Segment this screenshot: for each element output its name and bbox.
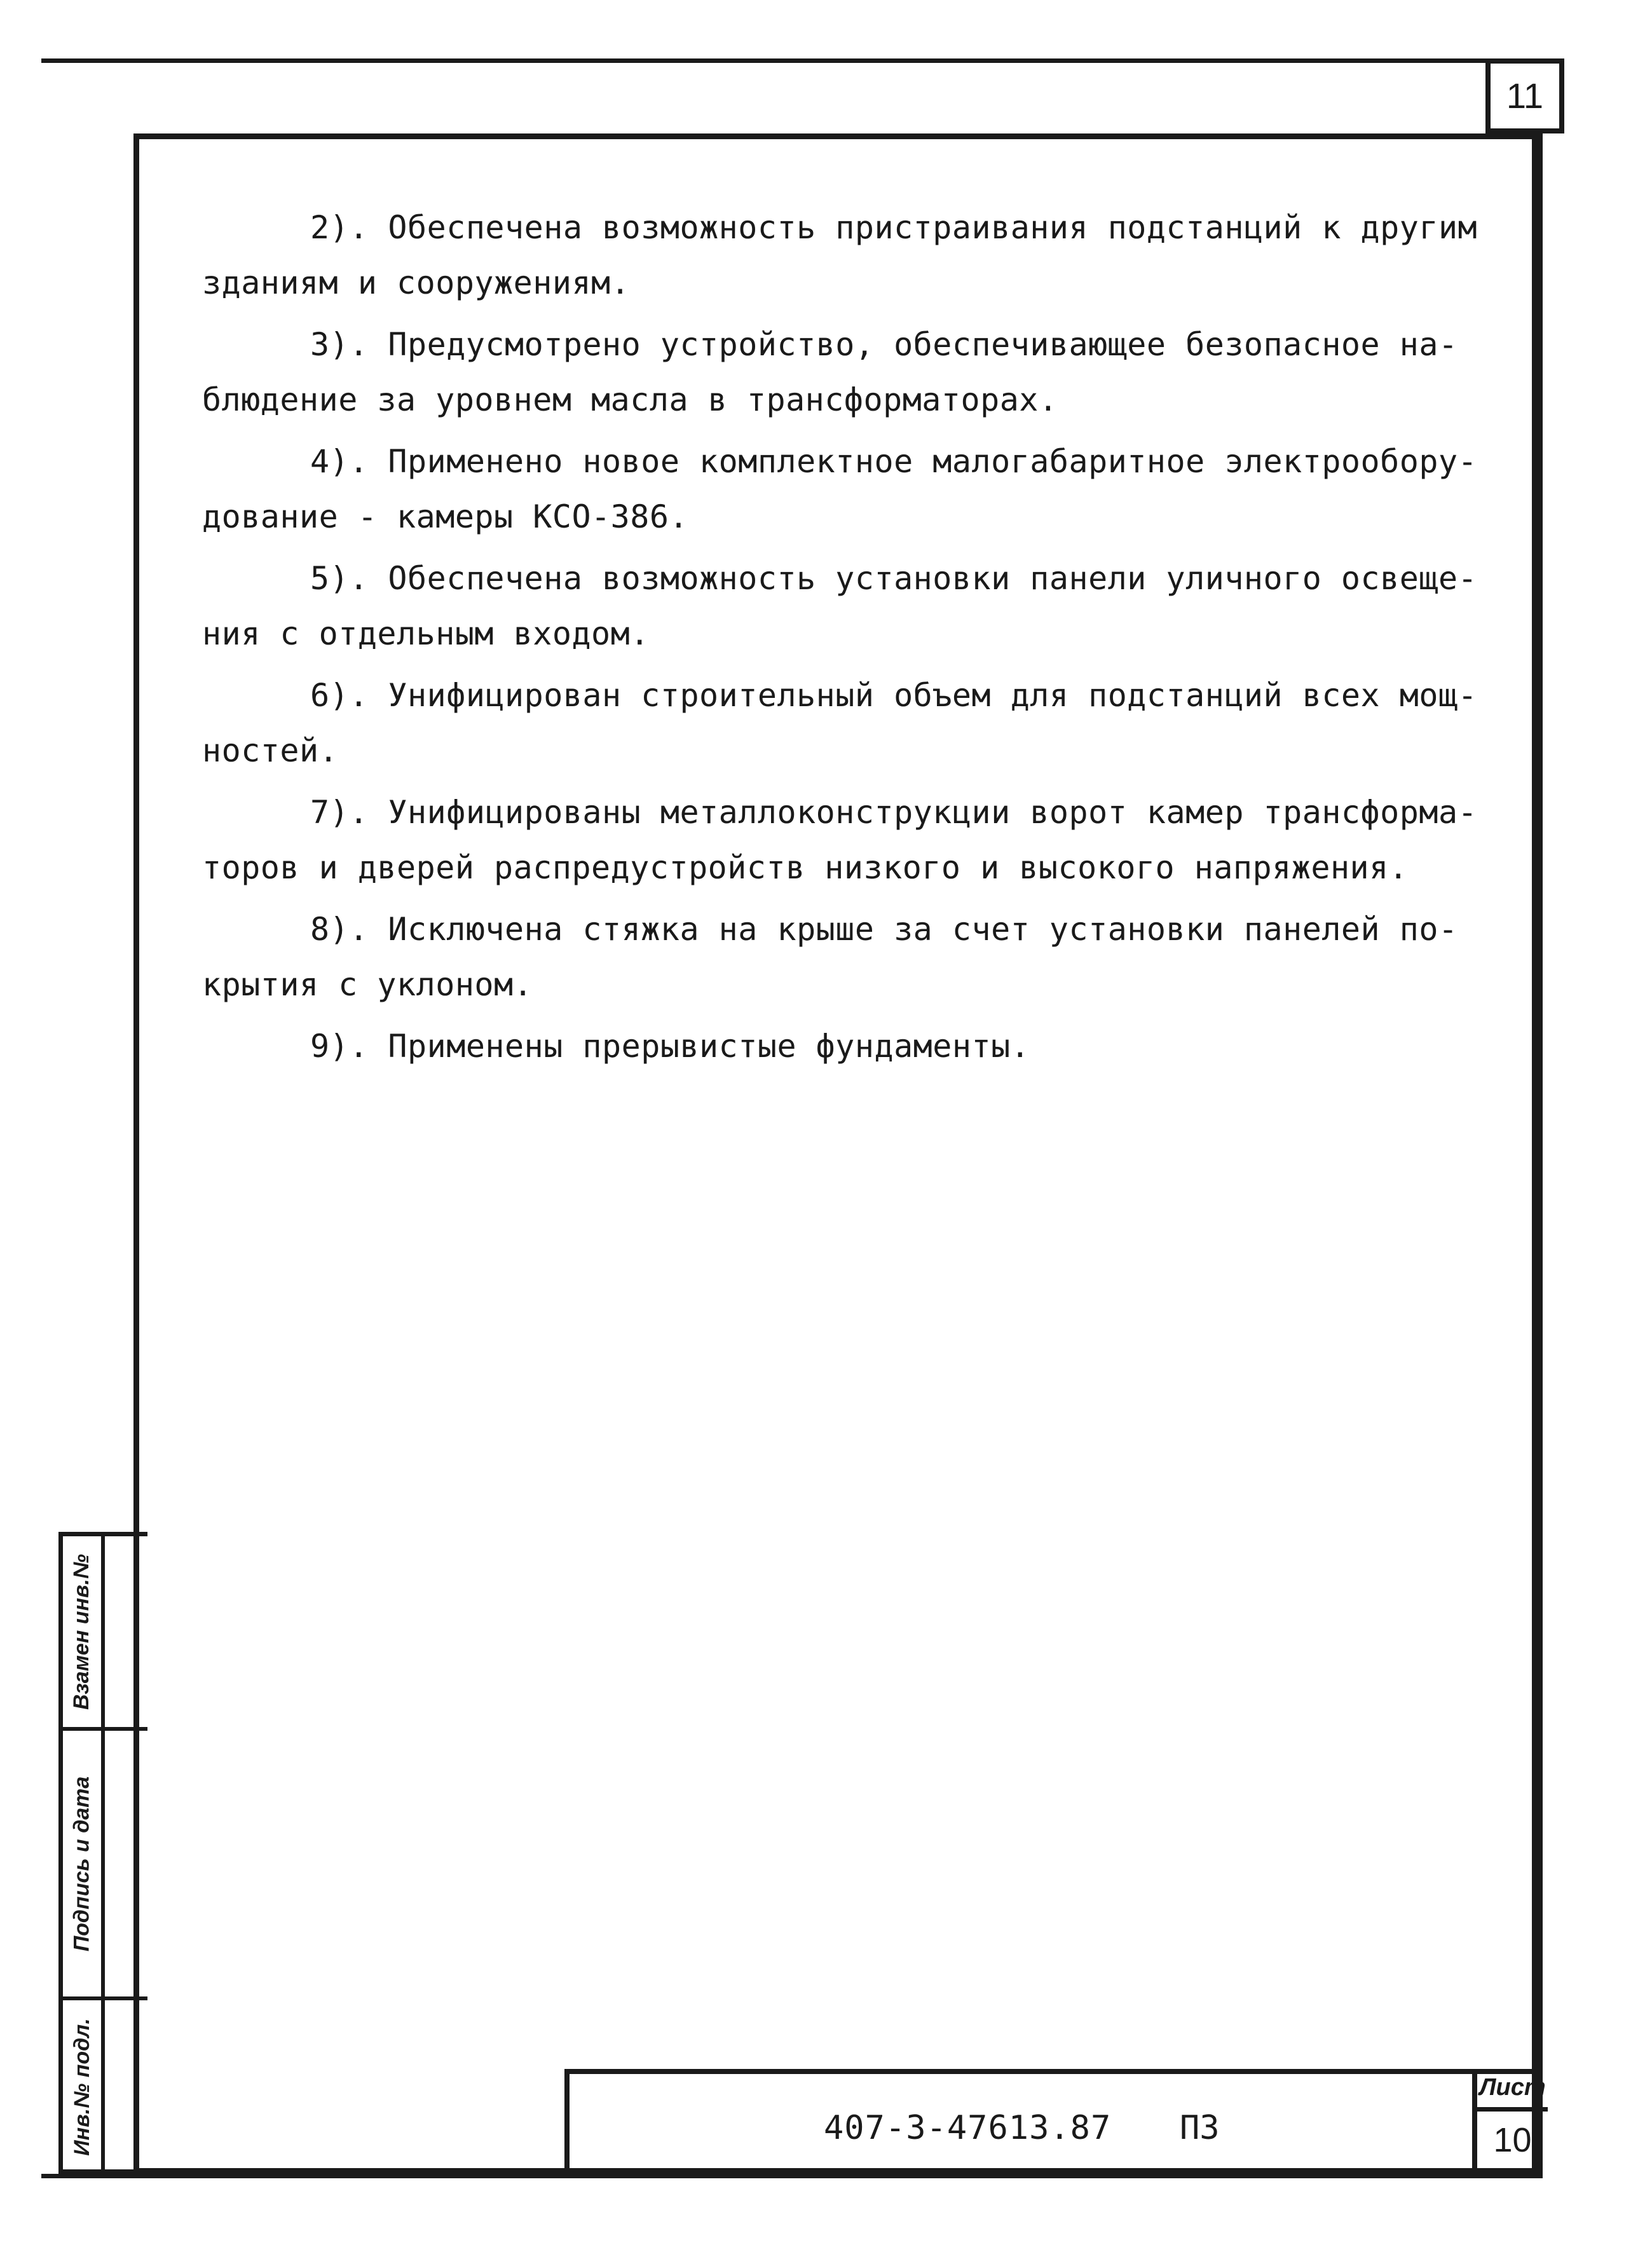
corner-page-number: 11 <box>1485 58 1564 133</box>
paragraph-continuation: зданиям и сооружениям. <box>202 264 631 301</box>
paragraph-9 <box>202 1019 1486 1074</box>
side-stamp-label: Инв.№ подл. <box>69 2018 94 2156</box>
paragraph-continuation: блюдение за уровнем масла в трансформаторах. <box>202 381 1058 418</box>
paragraph-first-line: 5). Обеспечена возможность установки панели уличного освеще- <box>310 560 1478 597</box>
sheet-cell <box>1472 2069 1548 2174</box>
side-stamp-cell-signature <box>62 1731 102 1996</box>
side-stamp-cell-original <box>62 2000 102 2174</box>
paragraph-4 <box>202 434 1486 545</box>
paragraph-first-line: 2). Обеспечена возможность пристраивания подстанций к другим <box>310 209 1478 246</box>
paragraph-3 <box>202 317 1486 428</box>
paragraph-2 <box>202 200 1486 311</box>
side-stamp-cell-replacement <box>62 1536 102 1727</box>
paragraph-continuation: ния с отдельным входом. <box>202 615 650 652</box>
frame-right-double-line <box>1532 133 1537 2174</box>
paragraph-first-line: 4). Применено новое комплектное малогабаритное электрообору- <box>310 443 1478 480</box>
sheet-label: Лист <box>1477 2069 1548 2112</box>
paragraph-continuation: торов и дверей распредустройств низкого и высокого напряжения. <box>202 849 1409 886</box>
sheet-number: 10 <box>1493 2121 1532 2159</box>
paragraph-continuation: дование - камеры КСО-386. <box>202 498 689 535</box>
paragraph-first-line: 3). Предусмотрено устройство, обеспечивающее безопасное на- <box>310 326 1458 363</box>
paragraph-5 <box>202 551 1486 662</box>
paragraph-6 <box>202 668 1486 779</box>
document-code: 407-3-47613.87 <box>824 2109 1112 2147</box>
bottom-border-line <box>41 2174 1543 2178</box>
paragraph-continuation: крытия с уклоном. <box>202 966 533 1003</box>
paragraph-8 <box>202 902 1486 1013</box>
paragraph-continuation: ностей. <box>202 732 339 769</box>
paragraph-first-line: 6). Унифицирован строительный объем для подстанций всех мощ- <box>310 677 1478 714</box>
paragraph-first-line: 8). Исключена стяжка на крыше за счет установки панелей по- <box>310 911 1458 948</box>
side-stamp-table <box>58 1532 147 2174</box>
side-stamp-label: Подпись и дата <box>69 1776 94 1951</box>
side-stamp-label: Взамен инв.№ <box>69 1553 94 1710</box>
paragraph-7 <box>202 785 1486 896</box>
document-type: ПЗ <box>1180 2109 1220 2147</box>
paragraph-first-line: 7). Унифицированы металлоконструкции ворот камер трансформа- <box>310 794 1478 831</box>
document-body <box>202 200 1486 1081</box>
paragraph-first-line: 9). Применены прерывистые фундаменты. <box>310 1028 1030 1065</box>
top-border-line <box>41 58 1500 63</box>
title-block <box>564 2069 1546 2174</box>
